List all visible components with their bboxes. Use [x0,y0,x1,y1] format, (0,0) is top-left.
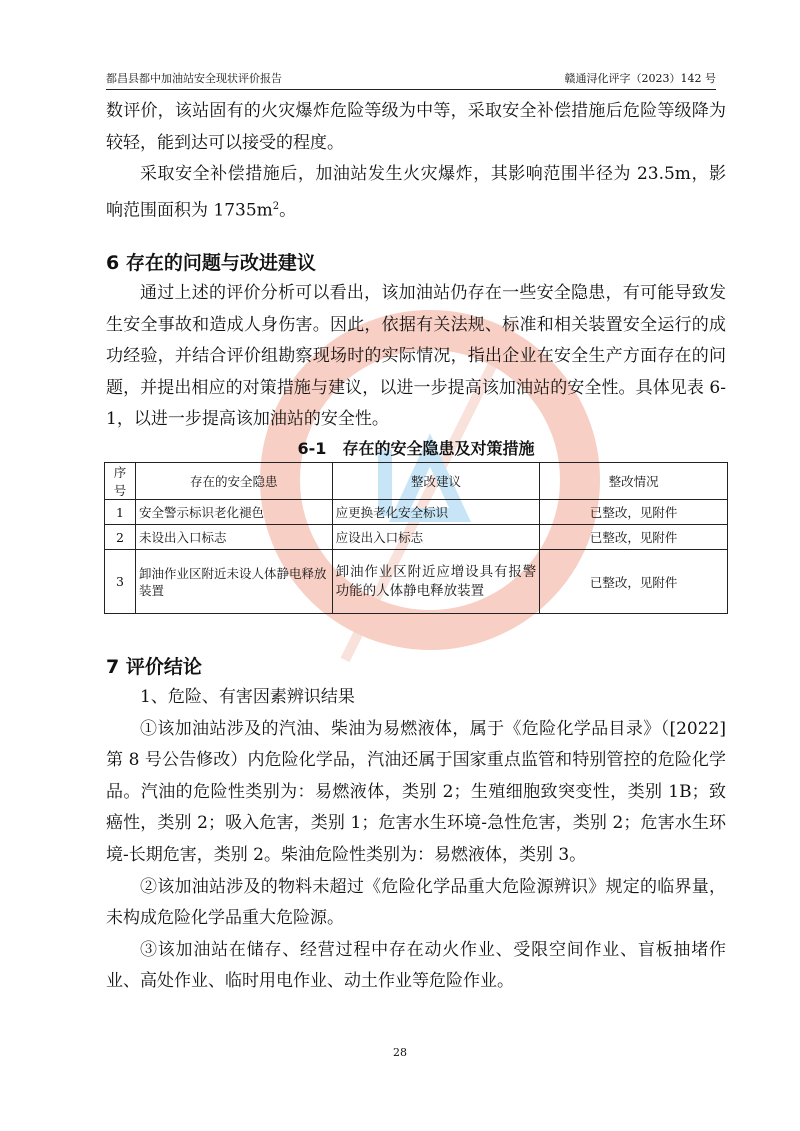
row-hazard: 未设出入口标志 [135,525,332,550]
row-status: 已整改，见附件 [540,550,728,614]
intro-paragraph-1: 数评价，该站固有的火灾爆炸危险等级为中等，采取安全补偿措施后危险等级降为较轻，能到达可以接受的程度。 [106,101,726,153]
hazard-table [104,462,728,614]
col-header-number: 序号 [105,463,136,500]
row-suggestion: 应更换老化安全标识 [332,500,540,525]
section-7-subheading: 1、危险、有害因素辨识结果 [140,687,355,707]
header-document-number: 赣通浔化评字（2023）142 号 [564,72,716,85]
col-header-status: 整改情况 [540,463,728,500]
table-row [105,550,728,614]
row-status: 已整改，见附件 [540,525,728,550]
intro-paragraph-2-end: 。 [279,200,297,221]
row-hazard: 卸油作业区附近未设人体静电释放装置 [135,550,332,614]
intro-paragraph-2-text: 采取安全补偿措施后，加油站发生火灾爆炸，其影响范围半径为 23.5m，影响范围面积为 1735m [106,164,726,221]
row-number: 3 [105,550,136,614]
section-7-heading: 7 评价结论 [106,656,202,678]
row-number: 1 [105,500,136,525]
area-unit-superscript: 2 [272,200,280,212]
row-suggestion: 应设出入口标志 [332,525,540,550]
section-6-heading: 6 存在的问题与改进建议 [106,252,316,275]
conclusion-paragraph-3: ③该加油站在储存、经营过程中存在动火作业、受限空间作业、盲板抽堵作业、高处作业、临时用电作业、动土作业等危险作业。 [106,939,726,992]
table-row [105,500,728,525]
col-header-suggestion: 整改建议 [332,463,540,500]
table-6-1-title: 6-1 存在的安全隐患及对策措施 [297,439,535,458]
row-status: 已整改，见附件 [540,500,728,525]
intro-paragraph-2 [106,159,726,227]
conclusion-paragraph-1: ①该加油站涉及的汽油、柴油为易燃液体，属于《危险化学品目录》（[2022]第 8 号公告修改）内危险化学品，汽油还属于国家重点监管和特别管控的危险化学品。汽油的危险性类别为：易燃液体，类别 2；生殖细胞致突变性，类别 1B；致癌性，类别 2；吸入危害，类别 1；危害水生环境-急性危害，类别 2；危害水生环境-长期危害，类别 2。柴油危险性类别为：易燃液体，类别 3。 [106,718,726,865]
page-number: 28 [393,1046,407,1059]
table-row [105,525,728,550]
row-hazard: 安全警示标识老化褪色 [135,500,332,525]
page-body [106,96,726,998]
section-6-paragraph: 通过上述的评价分析可以看出，该加油站仍存在一些安全隐患，有可能导致发生安全事故和造成人身伤害。因此，依据有关法规、标准和相关装置安全运行的成功经验，并结合评价组勘察现场时的实际情况，指出企业在安全生产方面存在的问题，并提出相应的对策措施与建议，以进一步提高该加油站的安全性。具体见表 6-1，以进一步提高该加油站的安全性。 [106,283,726,430]
col-header-hazard: 存在的安全隐患 [135,463,332,500]
table-header-row [105,463,728,500]
row-number: 2 [105,525,136,550]
page-header [106,68,716,90]
row-suggestion: 卸油作业区附近应增设具有报警功能的人体静电释放装置 [332,550,540,614]
header-report-title: 都昌县都中加油站安全现状评价报告 [106,72,282,85]
conclusion-paragraph-2: ②该加油站涉及的物料未超过《危险化学品重大危险源辨识》规定的临界量，未构成危险化学品重大危险源。 [106,876,726,929]
